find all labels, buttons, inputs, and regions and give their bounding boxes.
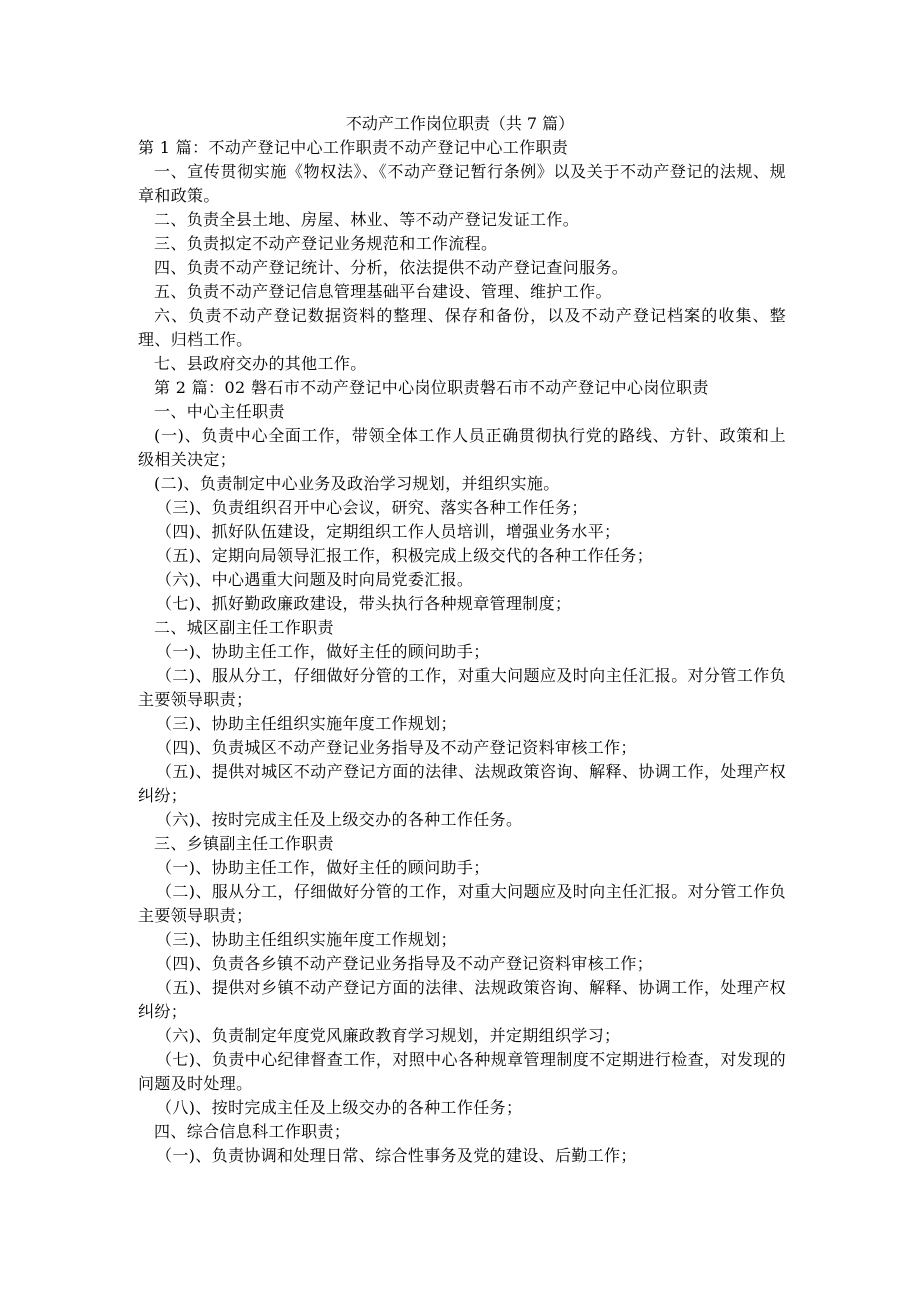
paragraph: 二、负责全县土地、房屋、林业、等不动产登记发证工作。 (154, 210, 580, 229)
paragraph: （六)、按时完成主任及上级交办的各种工作任务。 (156, 810, 523, 829)
paragraph: （二)、服从分工，仔细做好分管的工作，对重大问题应及时向主任汇报。对分管工作负主要领导职责； (138, 882, 786, 925)
paragraph: 第 2 篇：02 磐石市不动产登记中心岗位职责磐石市不动产登记中心岗位职责 (154, 378, 709, 397)
paragraph: （六)、中心遇重大问题及时向局党委汇报。 (156, 570, 474, 589)
paragraph: （八)、按时完成主任及上级交办的各种工作任务； (156, 1098, 523, 1117)
paragraph: 一、宣传贯彻实施《物权法》、《不动产登记暂行条例》以及关于不动产登记的法规、规章和政策。 (138, 162, 786, 205)
paragraph: （四)、抓好队伍建设，定期组织工作人员培训，增强业务水平； (156, 522, 621, 541)
paragraph: 三、乡镇副主任工作职责 (154, 834, 334, 853)
paragraph: 四、综合信息科工作职责； (154, 1122, 351, 1141)
paragraph: (一)、负责中心全面工作，带领全体工作人员正确贯彻执行党的路线、方针、政策和上级相关决定； (138, 426, 786, 469)
paragraph: 二、城区副主任工作职责 (154, 618, 334, 637)
paragraph: （一)、负责协调和处理日常、综合性事务及党的建设、后勤工作； (156, 1146, 637, 1165)
paragraph: 七、县政府交办的其他工作。 (154, 354, 367, 373)
paragraph: （五)、定期向局领导汇报工作，积极完成上级交代的各种工作任务； (156, 546, 654, 565)
paragraph: （七)、抓好勤政廉政建设，带头执行各种规章管理制度； (156, 594, 572, 613)
paragraph: 第 1 篇：不动产登记中心工作职责不动产登记中心工作职责 (138, 138, 569, 157)
paragraph: （三)、协助主任组织实施年度工作规划； (156, 930, 457, 949)
paragraph: （五)、提供对城区不动产登记方面的法律、法规政策咨询、解释、协调工作，处理产权纠纷； (138, 762, 786, 805)
paragraph: （三)、协助主任组织实施年度工作规划； (156, 714, 457, 733)
document-body (138, 136, 786, 1168)
paragraph: （三)、负责组织召开中心会议，研究、落实各种工作任务； (156, 498, 588, 517)
paragraph: （六)、负责制定年度党风廉政教育学习规划，并定期组织学习； (156, 1026, 621, 1045)
document-title: 不动产工作岗位职责（共 7 篇） (345, 114, 575, 133)
paragraph: 一、中心主任职责 (154, 402, 285, 421)
paragraph: （一)、协助主任工作，做好主任的顾问助手； (156, 858, 490, 877)
paragraph: 四、负责不动产登记统计、分析，依法提供不动产登记查问服务。 (154, 258, 629, 277)
paragraph: （四)、负责城区不动产登记业务指导及不动产登记资料审核工作； (156, 738, 637, 757)
paragraph: （四)、负责各乡镇不动产登记业务指导及不动产登记资料审核工作； (156, 954, 654, 973)
paragraph: (二)、负责制定中心业务及政治学习规划，并组织实施。 (154, 474, 560, 493)
paragraph: （五)、提供对乡镇不动产登记方面的法律、法规政策咨询、解释、协调工作，处理产权纠纷； (138, 978, 786, 1021)
paragraph: （二)、服从分工，仔细做好分管的工作，对重大问题应及时向主任汇报。对分管工作负主要领导职责； (138, 666, 786, 709)
paragraph: （一)、协助主任工作，做好主任的顾问助手； (156, 642, 490, 661)
paragraph: 五、负责不动产登记信息管理基础平台建设、管理、维护工作。 (154, 282, 612, 301)
paragraph: 六、负责不动产登记数据资料的整理、保存和备份，以及不动产登记档案的收集、整理、归档工作。 (138, 306, 786, 349)
paragraph: （七)、负责中心纪律督查工作，对照中心各种规章管理制度不定期进行检查，对发现的问题及时处理。 (138, 1050, 786, 1093)
paragraph: 三、负责拟定不动产登记业务规范和工作流程。 (154, 234, 498, 253)
